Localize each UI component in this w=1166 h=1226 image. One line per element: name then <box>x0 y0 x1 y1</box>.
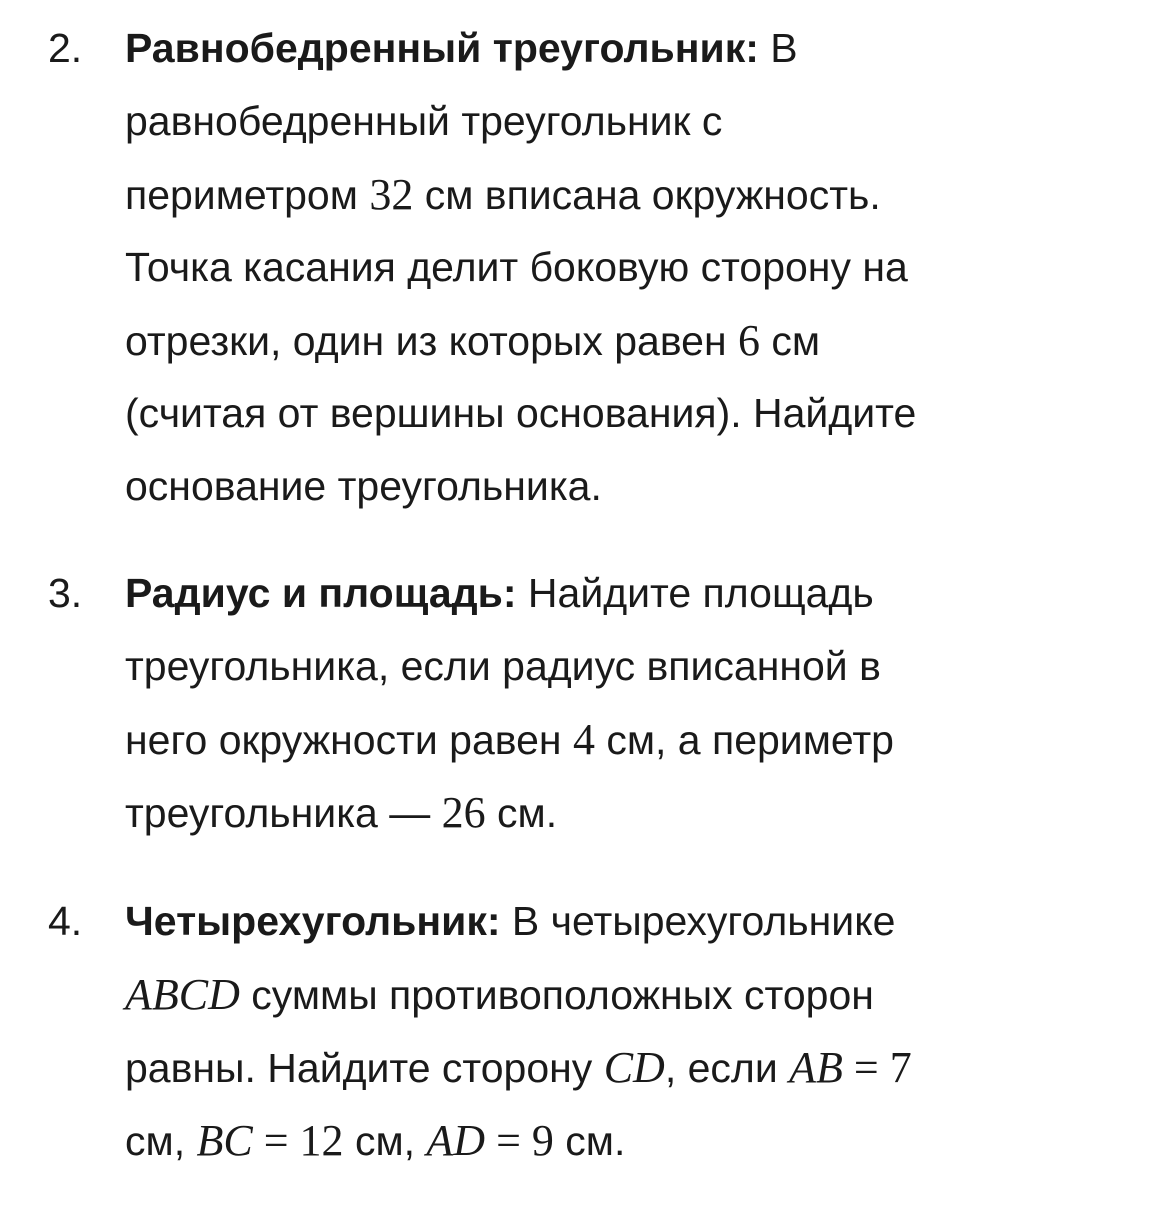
list-item-text <box>125 557 1155 849</box>
text-line <box>125 1104 1155 1177</box>
math-variable: BC <box>196 1116 253 1165</box>
text-fragment: см <box>760 318 821 364</box>
list-item-title: Равнобедренный треугольник: <box>125 25 759 71</box>
text-fragment: , если <box>664 1045 790 1091</box>
text-fragment: см вписана окружность. <box>413 172 881 218</box>
text-line <box>125 958 1155 1031</box>
math-number: 6 <box>738 316 760 365</box>
math-variable: AD <box>426 1116 486 1165</box>
text-fragment: периметром <box>125 172 370 218</box>
text-fragment: отрезки, один из которых равен <box>125 318 738 364</box>
text-fragment: треугольника — <box>125 790 442 836</box>
text-fragment: него окружности равен <box>125 717 573 763</box>
text-line <box>125 1031 1155 1104</box>
math-number: 4 <box>572 715 595 764</box>
text-line <box>125 885 1155 958</box>
text-line: равнобедренный треугольник с <box>125 98 723 144</box>
math-equation: = 12 <box>252 1116 344 1165</box>
list-item-number: 3. <box>48 570 83 616</box>
text-line: (считая от вершины основания). Найдите <box>125 390 917 436</box>
math-variable: CD <box>603 1043 665 1092</box>
list-item-number: 2. <box>48 25 83 71</box>
text-line: треугольника, если радиус вписанной в <box>125 643 881 689</box>
text-line <box>125 304 1155 377</box>
text-fragment: суммы противоположных сторон <box>239 972 874 1018</box>
text-fragment: Найдите площадь <box>516 570 874 616</box>
math-equation: = 7 <box>842 1043 912 1092</box>
text-line <box>125 12 1155 85</box>
text-fragment: равны. Найдите сторону <box>125 1045 604 1091</box>
text-line <box>125 776 1155 849</box>
text-line <box>125 158 1155 231</box>
math-variable: ABCD <box>125 970 240 1019</box>
text-fragment: см, <box>125 1118 197 1164</box>
list-item-text <box>125 12 1155 523</box>
list-item-title: Четырехугольник: <box>125 898 501 944</box>
text-line <box>125 557 1155 630</box>
list-item-title: Радиус и площадь: <box>125 570 517 616</box>
math-number: 26 <box>441 788 486 837</box>
text-fragment: В <box>758 25 798 71</box>
text-fragment: В четырехугольнике <box>500 898 896 944</box>
list-item-text <box>125 885 1155 1177</box>
math-variable: AB <box>789 1043 843 1092</box>
math-equation: = 9 <box>485 1116 554 1165</box>
math-number: 32 <box>369 170 414 219</box>
text-fragment: см, <box>343 1118 427 1164</box>
text-fragment: см. <box>553 1118 626 1164</box>
text-line <box>125 703 1155 776</box>
list-item-number: 4. <box>48 898 83 944</box>
text-line: основание треугольника. <box>125 463 602 509</box>
text-fragment: см. <box>485 790 558 836</box>
text-fragment: см, а периметр <box>594 717 894 763</box>
text-line: Точка касания делит боковую сторону на <box>125 244 908 290</box>
